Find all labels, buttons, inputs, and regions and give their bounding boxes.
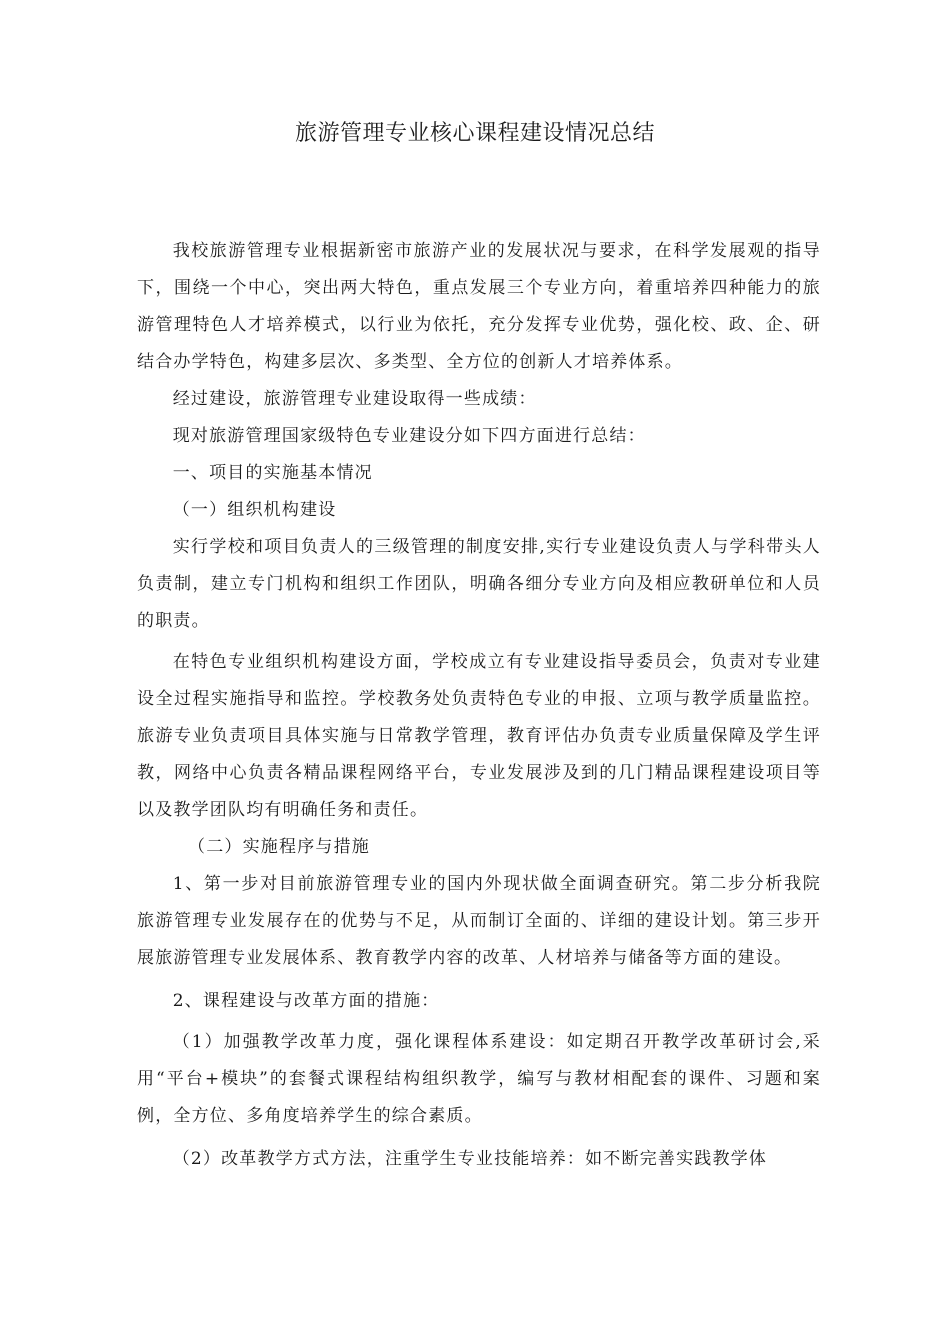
document-title: 旅游管理专业核心课程建设情况总结: [294, 121, 655, 146]
paragraph-course-measures: 2、课程建设与改革方面的措施：: [172, 991, 440, 1011]
paragraph-management: 实行学校和项目负责人的三级管理的制度安排,实行专业建设负责人与学科带头人负责制，建立专门机构和组织工作团队，明确各细分专业方向及相应教研单位和人员的职责。: [137, 537, 821, 631]
paragraph-organization: 在特色专业组织机构建设方面，学校成立有专业建设指导委员会，负责对专业建设全过程实施指导和监控。学校教务处负责特色专业的申报、立项与教学质量监控。旅游专业负责项目具体实施与日常教学管理，教育评估办负责专业质量保障及学生评教，网络中心负责各精品课程网络平台，专业发展涉及到的几门精品课程建设项目等以及教学团队均有明确任务和责任。: [137, 652, 821, 820]
paragraph-measure-1: （1）加强教学改革力度，强化课程体系建设：如定期召开教学改革研讨会,采用“平台+模块”的套餐式课程结构组织教学，编写与教材相配套的课件、习题和案例，全方位、多角度培养学生的综合素质。: [137, 1032, 821, 1126]
heading-section-1: 一、项目的实施基本情况: [172, 463, 373, 483]
document-body: [137, 233, 821, 1178]
paragraph-measure-2: （2）改革教学方式方法，注重学生专业技能培养：如不断完善实践教学体: [172, 1149, 768, 1169]
paragraph-summary-scope: 现对旅游管理国家级特色专业建设分如下四方面进行总结：: [172, 426, 646, 446]
heading-subsection-1: （一）组织机构建设: [172, 500, 337, 520]
paragraph-intro: 我校旅游管理专业根据新密市旅游产业的发展状况与要求，在科学发展观的指导下，围绕一个中心，突出两大特色，重点发展三个专业方向，着重培养四种能力的旅游管理特色人才培养模式，以行业为依托，充分发挥专业优势，强化校、政、企、研结合办学特色，构建多层次、多类型、全方位的创新人才培养体系。: [137, 241, 821, 372]
paragraph-steps: 1、第一步对目前旅游管理专业的国内外现状做全面调查研究。第二步分析我院旅游管理专业发展存在的优势与不足，从而制订全面的、详细的建设计划。第三步开展旅游管理专业发展体系、教育教学内容的改革、人材培养与储备等方面的建设。: [137, 874, 821, 968]
heading-subsection-2: （二）实施程序与措施: [188, 837, 370, 857]
paragraph-achievements: 经过建设，旅游管理专业建设取得一些成绩：: [172, 389, 537, 409]
